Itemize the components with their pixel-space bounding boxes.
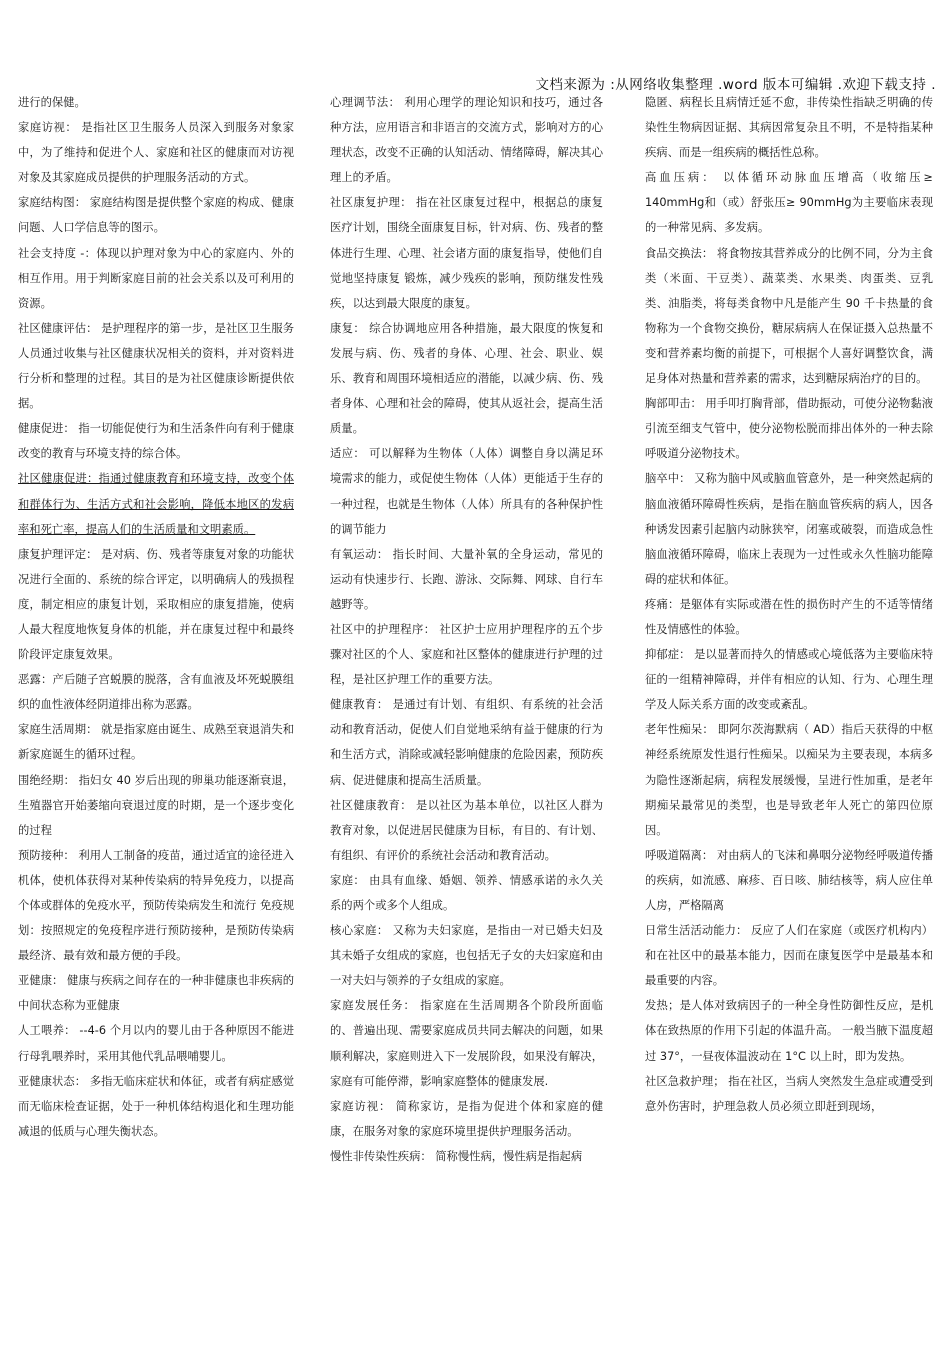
paragraph: 社区健康教育： 是以社区为基本单位，以社区人群为教育对象，以促进居民健康为目标，有目的、有计划、有组织、有评价的系统社会活动和教育活动。 bbox=[330, 798, 603, 862]
paragraph: 社区中的护理程序： 社区护士应用护理程序的五个步骤对社区的个人、家庭和社区整体的健康进行护理的过程，是社区护理工作的重要方法。 bbox=[330, 622, 603, 687]
paragraph: 家庭生活周期： 就是指家庭由诞生、成熟至衰退消失和新家庭诞生的循环过程。 bbox=[18, 723, 294, 762]
paragraph: 预防接种： 利用人工制备的疫苗，通过适宜的途径进入机体，使机体获得对某种传染病的特异免疫力，以提高个体或群体的免疫水平，预防传染病发生和流行 免疫规划：按照规定的免疫程序进行预防接种，是预防传染病最经济、最有效和最方便的手段。 bbox=[18, 848, 294, 963]
text-column-left bbox=[18, 90, 294, 1144]
paragraph: 高血压病： 以体循环动脉血压增高（收缩压≥ 140mmHg和（或）舒张压≥ 90mmHg为主要临床表现的一种常见病、多发病。 bbox=[645, 171, 933, 235]
paragraph: 亚健康： 健康与疾病之间存在的一种非健康也非疾病的中间状态称为亚健康 bbox=[18, 974, 294, 1013]
paragraph: 核心家庭： 又称为夫妇家庭，是指由一对已婚夫妇及其未婚子女组成的家庭，也包括无子女的夫妇家庭和由一对夫妇与领养的子女组成的家庭。 bbox=[330, 924, 603, 988]
paragraph: 脑卒中： 又称为脑中风或脑血管意外，是一种突然起病的脑血液循环障碍性疾病，是指在脑血管疾病的病人，因各种诱发因素引起脑内动脉狭窄，闭塞或破裂，而造成急性脑血液循环障碍，临床上表现为一过性或永久性脑功能障碍的症状和体征。 bbox=[645, 472, 933, 586]
paragraph: 食品交换法： 将食物按其营养成分的比例不同，分为主食类（米面、干豆类）、蔬菜类、水果类、肉蛋类、豆乳类、油脂类，将每类食物中凡是能产生 90 千卡热量的食物称为一个食物交换份，糖尿病病人在保证摄入总热量不变和营养素均衡的前提下，可根据个人喜好调整饮食，满足身体对热量和营养素的需求，达到糖尿病治疗的目的。 bbox=[645, 246, 933, 386]
paragraph: 进行的保健。 bbox=[18, 96, 86, 109]
paragraph: 适应： 可以解释为生物体（人体）调整自身以满足环境需求的能力，或促使生物体（人体）更能适于生存的一种过程，也就是生物体（人体）所具有的各种保护性的调节能力 bbox=[330, 447, 603, 536]
paragraph: 发热；是人体对致病因子的一种全身性防御性反应，是机体在致热原的作用下引起的体温升高。 一般当腋下温度超过 37°，一昼夜体温波动在 1°C 以上时，即为发热。 bbox=[645, 999, 933, 1063]
paragraph: 心理调节法： 利用心理学的理论知识和技巧，通过各种方法，应用语言和非语言的交流方式，影响对方的心理状态，改变不正确的认知活动、情绪障碍，解决其心理上的矛盾。 bbox=[330, 96, 603, 185]
text-column-right bbox=[645, 90, 933, 1119]
paragraph: 围绝经期： 指妇女 40 岁后出现的卵巢功能逐渐衰退，生殖器官开始萎缩向衰退过度的时期，是一个逐步变化的过程 bbox=[18, 773, 294, 837]
page-header: 文档来源为 :从网络收集整理 .word 版本可编辑 .欢迎下载支持 . bbox=[535, 77, 936, 93]
paragraph: 胸部叩击： 用手叩打胸背部，借助振动，可使分泌物黏液引流至细支气管中，使分泌物松脱而排出体外的一种去除呼吸道分泌物技术。 bbox=[645, 397, 933, 461]
paragraph: 日常生活活动能力： 反应了人们在家庭（或医疗机构内）和在社区中的最基本能力，因而在康复医学中是最基本和最重要的内容。 bbox=[645, 924, 933, 988]
paragraph: 家庭访视： 简称家访，是指为促进个体和家庭的健康，在服务对象的家庭环境里提供护理服务活动。 bbox=[330, 1099, 603, 1138]
paragraph: 抑郁症： 是以显著而持久的情感或心境低落为主要临床特征的一组精神障碍，并伴有相应的认知、行为、心理生理学及人际关系方面的改变或紊乱。 bbox=[645, 648, 933, 712]
paragraph: 健康促进： 指一切能促使行为和生活条件向有利于健康改变的教育与环境支持的综合体。 bbox=[18, 422, 294, 461]
text-column-middle bbox=[330, 90, 603, 1169]
paragraph: 恶露：产后随子宫蜕膜的脱落，含有血液及坏死蜕膜组织的血性液体经阴道排出称为恶露。 bbox=[18, 673, 294, 712]
paragraph: 亚健康状态： 多指无临床症状和体征，或者有病症感觉而无临床检查证据，处于一种机体结构退化和生理功能减退的低质与心理失衡状态。 bbox=[18, 1074, 294, 1138]
paragraph: 家庭访视： 是指社区卫生服务人员深入到服务对象家中，为了维持和促进个人、家庭和社区的健康而对访视对象及其家庭成员提供的护理服务活动的方式。 bbox=[18, 121, 294, 185]
paragraph: 家庭结构图： 家庭结构图是提供整个家庭的构成、健康问题、人口学信息等的图示。 bbox=[18, 196, 294, 235]
paragraph: 社区康复护理： 指在社区康复过程中，根据总的康复医疗计划，围绕全面康复目标，针对病、伤、残者的整体进行生理、心理、社会诸方面的康复指导，使他们自觉地坚持康复 锻炼，减少残疾的影响，预防继发性残疾，以达到最大限度的康复。 bbox=[330, 196, 603, 310]
paragraph: 社区急救护理； 指在社区，当病人突然发生急症或遭受到意外伤害时，护理急救人员必须立即赶到现场， bbox=[645, 1074, 933, 1113]
paragraph: 疼痛：是躯体有实际或潜在性的损伤时产生的不适等情绪性及情感性的体验。 bbox=[645, 597, 933, 636]
paragraph: 社会支持度 -：体现以护理对象为中心的家庭内、外的相互作用。用于判断家庭目前的社会关系以及可利用的资源。 bbox=[18, 246, 294, 310]
paragraph: 家庭： 由具有血缘、婚姻、领养、情感承诺的永久关系的两个或多个人组成。 bbox=[330, 873, 603, 912]
paragraph: 健康教育： 是通过有计划、有组织、有系统的社会活动和教育活动，促使人们自觉地采纳有益于健康的行为和生活方式，消除或减轻影响健康的危险因素，预防疾病、促进健康和提高生活质量。 bbox=[330, 698, 603, 787]
paragraph: 呼吸道隔离： 对由病人的飞沫和鼻咽分泌物经呼吸道传播的疾病，如流感、麻疹、百日咳、肺结核等，病人应住单人房，严格隔离 bbox=[645, 848, 933, 912]
paragraph: 隐匿、病程长且病情迁延不愈，非传染性指缺乏明确的传染性生物病因证据、其病因常复杂且不明，不是特指某种疾病、而是一组疾病的概括性总称。 bbox=[645, 96, 933, 160]
paragraph: 有氧运动： 指长时间、大量补氧的全身运动，常见的运动有快速步行、长跑、游泳、交际舞、网球、自行车越野等。 bbox=[330, 547, 603, 611]
paragraph: 老年性痴呆： 即阿尔茨海默病（ AD）指后天获得的中枢神经系统原发性退行性痴呆。以痴呆为主要表现，本病多为隐性逐渐起病，病程发展缓慢，呈进行性加重，是老年期痴呆最常见的类型，也是导致老年人死亡的第四位原因。 bbox=[645, 723, 933, 837]
paragraph: 社区健康评估： 是护理程序的第一步，是社区卫生服务人员通过收集与社区健康状况相关的资料，并对资料进行分析和整理的过程。其目的是为社区健康诊断提供依据。 bbox=[18, 321, 294, 411]
paragraph: 康复： 综合协调地应用各种措施，最大限度的恢复和发展与病、伤、残者的身体、心理、社会、职业、娱乐、教育和周围环境相适应的潜能，以减少病、伤、残者身体、心理和社会的障碍，使其从返社会，提高生活质量。 bbox=[330, 321, 603, 436]
paragraph: 康复护理评定： 是对病、伤、残者等康复对象的功能状况进行全面的、系统的综合评定，以明确病人的残损程度，制定相应的康复计划，采取相应的康复措施，使病人最大程度地恢复身体的机能，并在康复过程中和最终阶段评定康复效果。 bbox=[18, 547, 294, 662]
paragraph: 慢性非传染性疾病： 简称慢性病，慢性病是指起病 bbox=[330, 1149, 583, 1163]
paragraph: 家庭发展任务： 指家庭在生活周期各个阶段所面临的、普遍出现、需要家庭成员共同去解决的问题，如果顺利解决，家庭则进入下一发展阶段，如果没有解决，家庭有可能停滞，影响家庭整体的健康发展. bbox=[330, 999, 603, 1088]
paragraph: 人工喂养： --4-6 个月以内的婴儿由于各种原因不能进行母乳喂养时，采用其他代乳品喂哺婴儿。 bbox=[18, 1024, 294, 1063]
paragraph-underlined: 社区健康促进：指通过健康教育和环境支持，改变个体和群体行为、生活方式和社会影响，降低本地区的发病率和死亡率，提高人们的生活质量和文明素质。 bbox=[18, 472, 294, 536]
